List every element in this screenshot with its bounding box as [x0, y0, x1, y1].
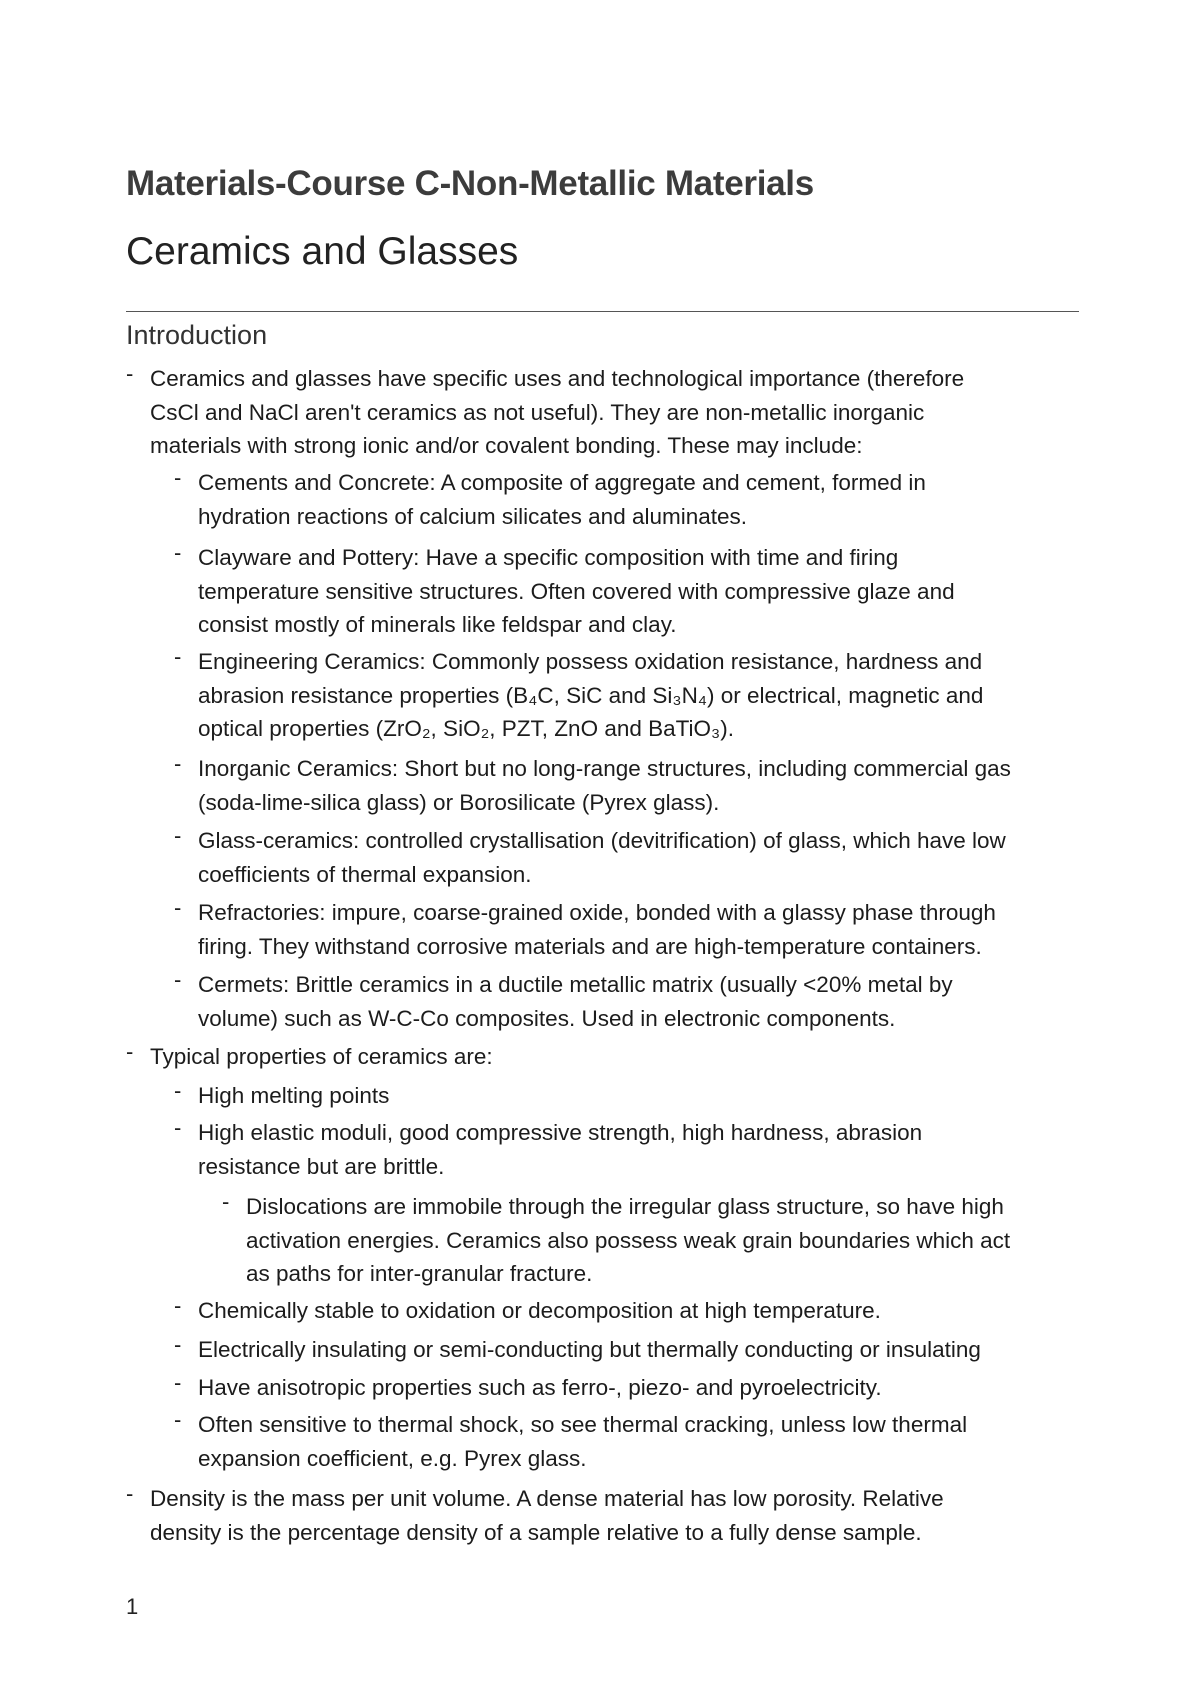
list-item-text: Engineering Ceramics: Commonly possess oxidation resistance, hardness and	[198, 649, 983, 674]
bullet-marker: -	[174, 540, 182, 565]
bullet-marker: -	[174, 644, 182, 669]
list-item-text: Inorganic Ceramics: Short but no long-range structures, including commercial gas	[198, 756, 1011, 781]
bullet-marker: -	[126, 361, 134, 386]
bullet-marker: -	[174, 1293, 182, 1318]
list-item-text: temperature sensitive structures. Often covered with compressive glaze and	[198, 578, 955, 604]
bullet-marker: -	[174, 1370, 182, 1395]
list-item-text: Cements and Concrete: A composite of aggregate and cement, formed in	[198, 470, 926, 495]
list-item-text: as paths for inter-granular fracture.	[246, 1261, 593, 1286]
subsection-title: Introduction	[126, 320, 268, 350]
page-number: 1	[126, 1594, 139, 1619]
list-item-text: (soda-lime-silica glass) or Borosilicate (Pyrex glass).	[198, 789, 720, 815]
bullet-marker: -	[174, 465, 182, 490]
list-item-text: abrasion resistance properties (B₄C, SiC and Si₃N₄) or electrical, magnetic and	[198, 682, 984, 708]
list-item-text: consist mostly of minerals like feldspar and clay.	[198, 612, 677, 637]
list-item-text: density is the percentage density of a sample relative to a fully dense sample.	[150, 1519, 922, 1545]
list-item-text: CsCl and NaCl aren't ceramics as not useful). They are non-metallic inorganic	[150, 399, 925, 425]
list-item-text: Have anisotropic properties such as ferro-, piezo- and pyroelectricity.	[198, 1375, 882, 1400]
list-item-text: Cermets: Brittle ceramics in a ductile metallic matrix (usually <20% metal by	[198, 972, 953, 997]
bullet-marker: -	[222, 1189, 230, 1214]
list-item-text: resistance but are brittle.	[198, 1153, 445, 1179]
bullet-marker: -	[126, 1039, 134, 1064]
bullet-marker: -	[174, 1078, 182, 1103]
list-item-text: Typical properties of ceramics are:	[150, 1044, 493, 1069]
list-item-text: Ceramics and glasses have specific uses and technological importance (therefore	[150, 366, 965, 391]
list-item-text: hydration reactions of calcium silicates and aluminates.	[198, 503, 748, 529]
bullet-marker: -	[174, 1115, 182, 1140]
bullet-marker: -	[174, 1407, 182, 1432]
bullet-marker: -	[174, 1332, 182, 1357]
list-item-text: firing. They withstand corrosive materials and are high-temperature containers.	[198, 933, 982, 959]
bullet-marker: -	[126, 1481, 134, 1506]
list-item-text: coefficients of thermal expansion.	[198, 861, 532, 887]
document-title: Materials-Course C-Non-Metallic Materials	[126, 164, 814, 203]
list-item-text: Dislocations are immobile through the irregular glass structure, so have high	[246, 1194, 1004, 1219]
bullet-marker: -	[174, 895, 182, 920]
list-item-text: optical properties (ZrO₂, SiO₂, PZT, ZnO and BaTiO₃).	[198, 716, 734, 741]
section-title: Ceramics and Glasses	[126, 230, 519, 273]
list-item-text: High melting points	[198, 1083, 390, 1108]
list-item-text: Often sensitive to thermal shock, so see thermal cracking, unless low thermal	[198, 1412, 968, 1437]
list-item-text: expansion coefficient, e.g. Pyrex glass.	[198, 1445, 587, 1471]
list-item-text: Electrically insulating or semi-conducting but thermally conducting or insulating	[198, 1337, 981, 1362]
list-item-text: activation energies. Ceramics also possess weak grain boundaries which act	[246, 1227, 1011, 1253]
bullet-marker: -	[174, 967, 182, 992]
bullet-marker: -	[174, 751, 182, 776]
list-item-text: High elastic moduli, good compressive strength, high hardness, abrasion	[198, 1120, 923, 1145]
list-item-text: Density is the mass per unit volume. A dense material has low porosity. Relative	[150, 1486, 944, 1511]
list-item-text: Chemically stable to oxidation or decomposition at high temperature.	[198, 1298, 881, 1323]
list-item-text: Clayware and Pottery: Have a specific composition with time and firing	[198, 545, 899, 570]
list-item-text: materials with strong ionic and/or covalent bonding. These may include:	[150, 433, 863, 458]
bullet-marker: -	[174, 823, 182, 848]
list-item-text: volume) such as W-C-Co composites. Used in electronic components.	[198, 1005, 896, 1031]
list-item-text: Refractories: impure, coarse-grained oxide, bonded with a glassy phase through	[198, 900, 996, 925]
list-item-text: Glass-ceramics: controlled crystallisation (devitrification) of glass, which have low	[198, 828, 1006, 853]
